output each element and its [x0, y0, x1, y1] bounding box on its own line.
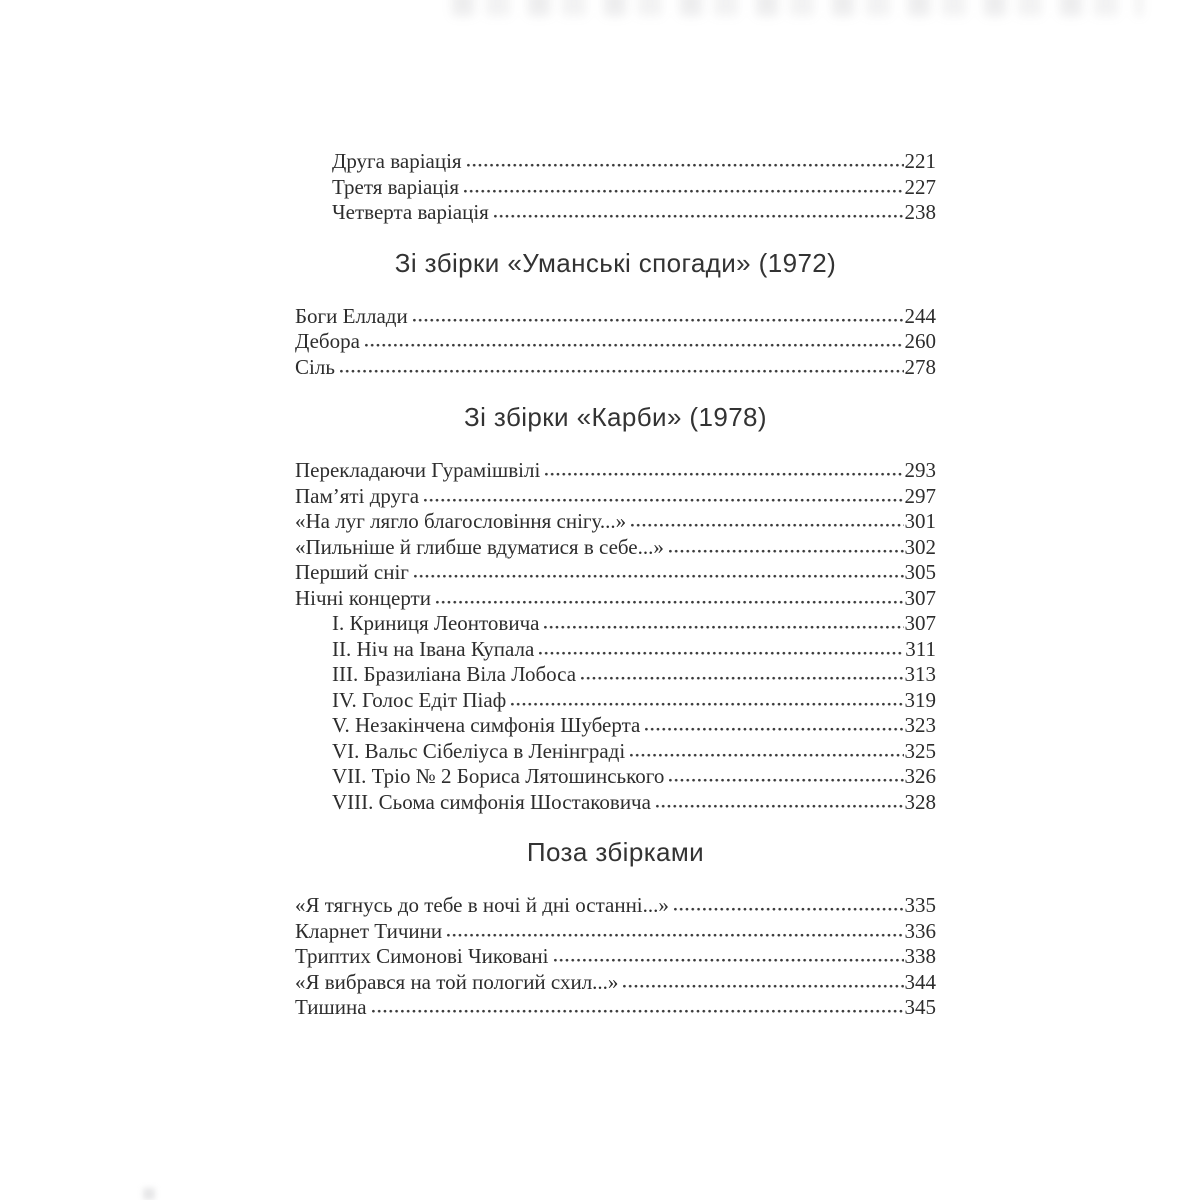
toc-entry-page-number: 344: [904, 969, 936, 994]
toc-entry: [295, 200, 936, 226]
dot-leader: [669, 549, 904, 554]
toc-entry: [295, 304, 936, 330]
toc-entry: [295, 484, 936, 510]
dot-leader: [414, 574, 904, 579]
dot-leader: [340, 369, 904, 374]
toc-entry-page-number: 307: [904, 585, 936, 610]
dot-leader: [674, 907, 904, 912]
dot-leader: [511, 702, 903, 707]
toc: [295, 149, 936, 1021]
toc-entry-title: Третя варіація: [332, 174, 460, 199]
toc-entry-title: Сіль: [295, 354, 335, 379]
toc-entry-page-number: 307: [904, 611, 936, 635]
dot-leader: [413, 318, 904, 323]
toc-entry: [295, 764, 936, 790]
toc-entry-page-number: 238: [904, 200, 936, 224]
toc-entry-title: Друга варіація: [332, 149, 462, 173]
toc-entry-title: «Я вибрався на той пологий схил...»: [295, 969, 619, 994]
toc-entry-page-number: 302: [904, 534, 936, 559]
dot-leader: [623, 984, 903, 989]
toc-entry: [295, 688, 936, 714]
toc-section: [295, 149, 936, 226]
toc-entry: [295, 713, 936, 739]
dot-leader: [544, 625, 903, 630]
toc-entry: [295, 535, 936, 561]
dot-leader: [545, 472, 903, 477]
toc-entry: [295, 893, 936, 919]
toc-entry-title: Нічні концерти: [295, 585, 431, 610]
toc-entry: [295, 586, 936, 612]
cropped-text-artifact-bottom: [143, 1188, 155, 1200]
toc-entry-page-number: 301: [904, 509, 936, 533]
toc-entry-title: Пам’яті друга: [295, 483, 420, 508]
toc-entry-page-number: 297: [904, 483, 936, 508]
dot-leader: [631, 523, 903, 528]
toc-entry-page-number: 335: [904, 893, 936, 917]
dot-leader: [467, 163, 904, 168]
toc-entry-title: Тишина: [295, 995, 367, 1019]
dot-leader: [656, 804, 904, 809]
toc-entry-page-number: 336: [904, 918, 936, 943]
toc-entry-page-number: 244: [904, 303, 936, 328]
toc-entry-title: «Я тягнусь до тебе в ночі й дні останні...»: [295, 893, 669, 917]
cropped-text-artifact-top: [452, 0, 1142, 16]
dot-leader: [645, 727, 903, 732]
toc-entry-title: III. Бразиліана Віла Лобоса: [332, 662, 577, 686]
toc-entry: [295, 149, 936, 175]
dot-leader: [447, 933, 903, 938]
toc-entry-title: VIII. Сьома симфонія Шостаковича: [332, 789, 651, 814]
toc-entry: [295, 790, 936, 816]
toc-entry: [295, 560, 936, 586]
toc-entry: [295, 611, 936, 637]
toc-entry-page-number: 313: [904, 662, 936, 686]
toc-entry: [295, 944, 936, 970]
toc-entry: [295, 355, 936, 381]
toc-entry-page-number: 260: [904, 329, 936, 353]
dot-leader: [554, 958, 904, 963]
dot-leader: [464, 189, 903, 194]
toc-entry-page-number: 328: [904, 789, 936, 814]
section-heading: Зі збірки «Карби» (1978): [464, 402, 767, 432]
toc-section: [295, 246, 936, 381]
toc-entry: [295, 458, 936, 484]
dot-leader: [365, 343, 904, 348]
toc-entry-page-number: 305: [904, 560, 936, 584]
toc-entry-title: IV. Голос Едіт Піаф: [332, 687, 507, 712]
toc-entry-page-number: 323: [904, 713, 936, 737]
toc-entry: [295, 637, 936, 663]
toc-entry: [295, 919, 936, 945]
toc-entry-title: Дебора: [295, 329, 360, 353]
toc-entry-title: VII. Тріо № 2 Бориса Лятошинського: [332, 764, 665, 788]
toc-entry-page-number: 227: [904, 174, 936, 199]
toc-entry-title: «Пильніше й глибше вдуматися в себе...»: [295, 534, 664, 559]
dot-leader: [630, 753, 903, 758]
toc-entry-page-number: 311: [905, 636, 936, 661]
toc-entry-page-number: 221: [904, 149, 936, 173]
toc-entry: [295, 739, 936, 765]
dot-leader: [494, 214, 904, 219]
toc-entry-title: Триптих Симонові Чиковані: [295, 944, 549, 968]
toc-entry-title: Четверта варіація: [332, 200, 489, 224]
toc-entry-title: Перший сніг: [295, 560, 409, 584]
toc-entry-page-number: 325: [904, 738, 936, 763]
toc-entry: [295, 662, 936, 688]
dot-leader: [539, 651, 904, 656]
toc-entry-title: Боги Еллади: [295, 303, 408, 328]
toc-entry-title: I. Криниця Леонтовича: [332, 611, 540, 635]
toc-entry-title: Кларнет Тичини: [295, 918, 443, 943]
toc-entry: [295, 970, 936, 996]
toc-entry-page-number: 338: [904, 944, 936, 968]
dot-leader: [372, 1009, 904, 1014]
toc-section: [295, 835, 936, 1021]
toc-entry-page-number: 293: [904, 458, 936, 482]
toc-entry-page-number: 326: [904, 764, 936, 788]
section-heading: Зі збірки «Уманські спогади» (1972): [394, 247, 837, 278]
toc-entry-page-number: 319: [904, 687, 936, 712]
toc-entry: [295, 995, 936, 1021]
dot-leader: [436, 600, 904, 605]
toc-entry-title: VI. Вальс Сібеліуса в Ленінграді: [332, 738, 626, 763]
toc-entry: [295, 509, 936, 535]
toc-entry-title: «На луг лягло благословіння снігу...»: [295, 509, 627, 533]
toc-entry: [295, 329, 936, 355]
dot-leader: [424, 498, 903, 503]
dot-leader: [581, 676, 903, 681]
toc-entry-page-number: 345: [904, 995, 936, 1019]
section-heading: Поза збірками: [526, 837, 705, 867]
toc-section: [295, 400, 936, 815]
toc-entry-page-number: 278: [904, 354, 936, 379]
toc-entry-title: Перекладаючи Гурамішвілі: [295, 458, 541, 482]
dot-leader: [669, 778, 903, 783]
toc-entry: [295, 175, 936, 201]
toc-entry-title: V. Незакінчена симфонія Шуберта: [332, 713, 641, 737]
toc-entry-title: II. Ніч на Івана Купала: [332, 636, 535, 661]
